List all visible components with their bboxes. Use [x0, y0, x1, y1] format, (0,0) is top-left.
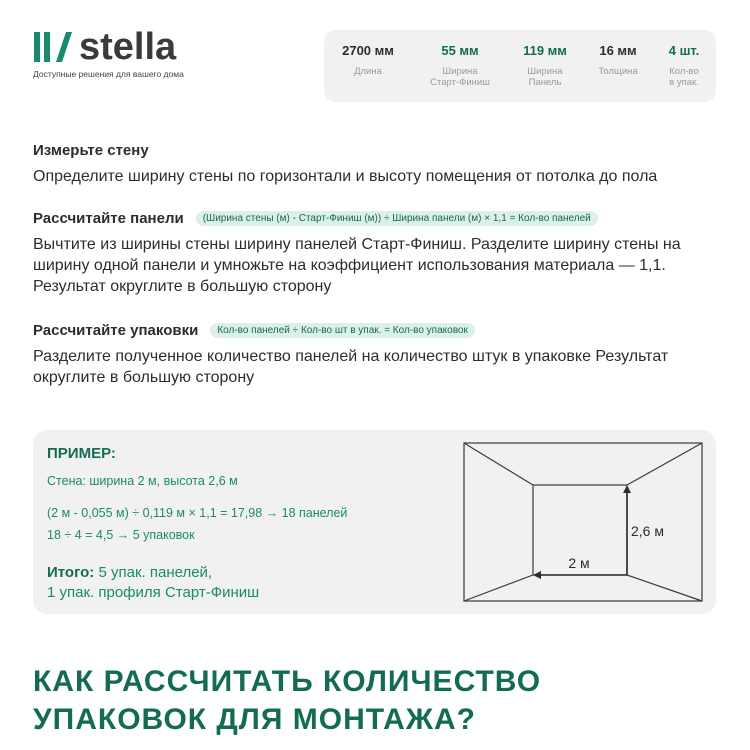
spec-start-finish-width — [420, 43, 500, 88]
spec-length — [334, 43, 402, 77]
spec-pack-qty — [658, 43, 710, 88]
brand-name: stella — [79, 26, 177, 68]
spec-value: 55 мм — [441, 43, 479, 58]
spec-value: 119 мм — [523, 43, 567, 58]
total-line2: 1 упак. профиля Старт-Финиш — [47, 584, 260, 601]
step-title — [33, 320, 693, 340]
step-measure — [33, 140, 657, 187]
total-line1: 5 упак. панелей, — [98, 564, 213, 581]
step-packs — [33, 320, 693, 388]
width-label: 2 м — [568, 555, 590, 571]
spec-value: 2700 мм — [342, 43, 394, 58]
total-label: Итого: — [47, 564, 95, 581]
step-text: Разделите полученное количество панелей на количество штук в упаковке Результат округлите в большую сторону — [33, 348, 669, 386]
step-title-text: Измерьте стену — [33, 141, 149, 159]
example-title: ПРИМЕР: — [47, 445, 116, 462]
headline-line1: КАК РАССЧИТАТЬ КОЛИЧЕСТВО — [33, 665, 542, 698]
spec-label: Толщина — [598, 66, 638, 77]
spec-value: 4 шт. — [668, 43, 700, 58]
example-wall: Стена: ширина 2 м, высота 2,6 м — [47, 474, 238, 488]
brand-logo — [33, 26, 184, 79]
example-calc-packs: 18 ÷ 4 = 4,5 → 5 упаковок — [47, 528, 195, 542]
spec-label: Ширина Панель — [527, 66, 563, 88]
height-arrow-head — [623, 485, 631, 493]
spec-value: 16 мм — [599, 43, 637, 58]
step-text: Определите ширину стены по горизонтали и высоту помещения от потолка до пола — [33, 168, 658, 185]
step-title — [33, 208, 693, 228]
step-title-text: Рассчитайте панели — [33, 209, 184, 227]
page-headline — [33, 663, 541, 739]
room-diagram — [463, 442, 703, 602]
formula-badge: Кол-во панелей ÷ Кол-во шт в упак. = Кол-во упаковок — [210, 323, 475, 338]
step-text: Вычтите из ширины стены ширину панелей Старт-Финиш. Разделите ширину стены на ширину одной панели и умножьте на коэффициент использования материала — 1,1. Результат округлите в большую сторону — [33, 236, 681, 295]
headline-line2: УПАКОВОК ДЛЯ МОНТАЖА? — [33, 703, 476, 736]
specs-panel — [324, 30, 716, 102]
example-total — [47, 563, 259, 603]
brand-tagline: Доступные решения для вашего дома — [33, 69, 184, 79]
step-title-text: Рассчитайте упаковки — [33, 321, 199, 339]
example-calc-panels: (2 м - 0,055 м) ÷ 0,119 м × 1,1 = 17,98 → 18 панелей — [47, 506, 348, 520]
spec-label: Ширина Старт-Финиш — [430, 66, 490, 88]
formula-badge: (Ширина стены (м) - Старт-Финиш (м)) ÷ Ширина панели (м) × 1,1 = Кол-во панелей — [196, 211, 598, 226]
example-panel — [33, 430, 716, 614]
stella-logo-icon — [33, 30, 73, 64]
spec-panel-width — [514, 43, 576, 88]
spec-label: Длина — [354, 66, 382, 77]
width-arrow-head — [533, 571, 541, 579]
step-panels — [33, 208, 693, 297]
spec-thickness — [588, 43, 648, 77]
spec-label: Кол-во в упак. — [669, 66, 699, 88]
step-title — [33, 140, 657, 160]
height-label: 2,6 м — [631, 523, 664, 539]
